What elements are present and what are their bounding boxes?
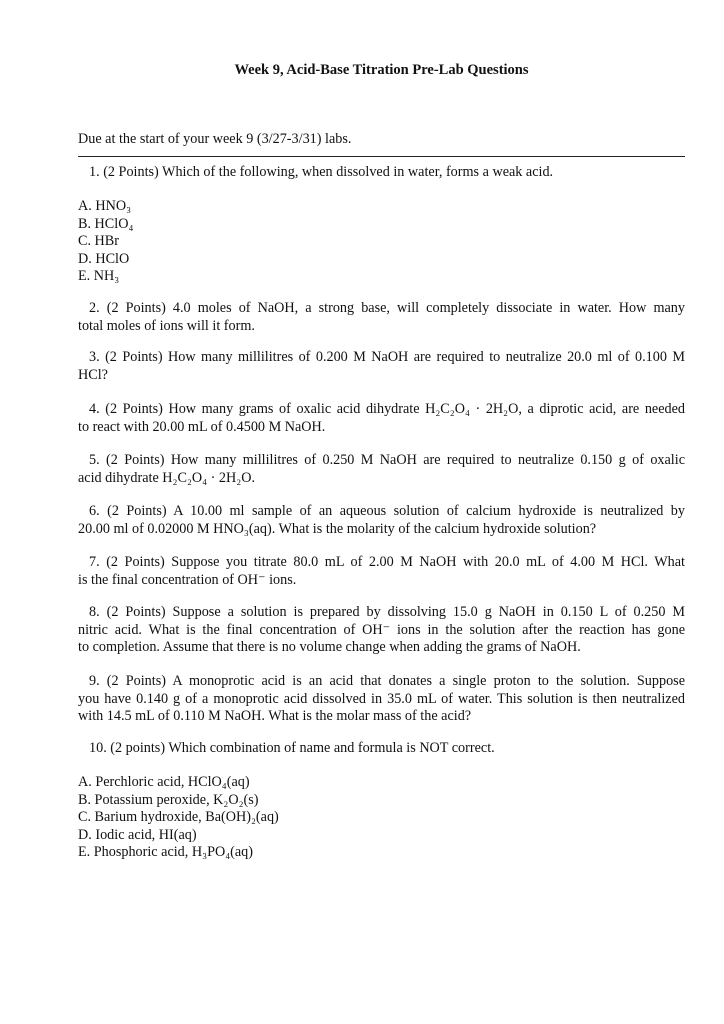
question-2 <box>78 300 685 335</box>
question-10 <box>78 740 685 758</box>
answer-option: D. HClO <box>78 250 130 267</box>
question-text-line: 5. (2 Points) How many millilitres of 0.250 M NaOH are required to neutralize 0.150 g of oxalic <box>89 452 685 468</box>
answer-option: B. Potassium peroxide, K₂O₂(s) <box>78 791 259 808</box>
answer-option: C. Barium hydroxide, Ba(OH)₂(aq) <box>78 809 279 825</box>
answer-option: C. HBr <box>78 233 119 249</box>
answer-options <box>78 198 133 286</box>
question-text-line: 2. (2 Points) 4.0 moles of NaOH, a strong base, will completely dissociate in water. How many <box>89 300 685 316</box>
question-text-line: 20.00 ml of 0.02000 M HNO₃(aq). What is the molarity of the calcium hydroxide solution? <box>78 520 597 537</box>
question-7 <box>78 554 685 589</box>
question-text-line: 6. (2 Points) A 10.00 ml sample of an aqueous solution of calcium hydroxide is neutralized by <box>89 503 685 519</box>
horizontal-rule <box>78 156 685 157</box>
question-9 <box>78 673 685 726</box>
answer-option: A. Perchloric acid, HClO₄(aq) <box>78 774 250 790</box>
answer-option: E. NH₃ <box>78 268 120 284</box>
question-text-line: you have 0.140 g of a monoprotic acid dissolved in 35.0 mL of water. This solution is then neutralized <box>78 690 685 707</box>
answer-options <box>78 774 279 862</box>
question-4 <box>78 401 685 436</box>
due-date-note: Due at the start of your week 9 (3/27-3/31) labs. <box>78 131 352 147</box>
question-1 <box>78 164 685 182</box>
question-text-line: 1. (2 Points) Which of the following, when dissolved in water, forms a weak acid. <box>89 164 554 180</box>
answer-option: E. Phosphoric acid, H₃PO₄(aq) <box>78 844 253 860</box>
answer-option: B. HClO₄ <box>78 215 134 232</box>
question-text-line: HCl? <box>78 366 108 383</box>
question-text-line: 9. (2 Points) A monoprotic acid is an acid that donates a single proton to the solution. Suppose <box>89 673 685 689</box>
answer-option: D. Iodic acid, HI(aq) <box>78 826 197 843</box>
question-text-line: with 14.5 mL of 0.110 M NaOH. What is the molar mass of the acid? <box>78 708 472 724</box>
question-text-line: 7. (2 Points) Suppose you titrate 80.0 mL of 2.00 M NaOH with 20.0 mL of 4.00 M HCl. What <box>89 554 685 570</box>
question-text-line: to react with 20.00 mL of 0.4500 M NaOH. <box>78 418 326 435</box>
question-text-line: to completion. Assume that there is no volume change when adding the grams of NaOH. <box>78 639 581 655</box>
question-text-line: 8. (2 Points) Suppose a solution is prepared by dissolving 15.0 g NaOH in 0.150 L of 0.250 M <box>89 604 685 620</box>
question-text-line: 3. (2 Points) How many millilitres of 0.200 M NaOH are required to neutralize 20.0 ml of 0.100 M <box>89 349 685 365</box>
question-text-line: acid dihydrate H₂C₂O₄ · 2H₂O. <box>78 469 255 486</box>
question-text-line: is the final concentration of OH⁻ ions. <box>78 571 297 588</box>
answer-option: A. HNO₃ <box>78 198 132 214</box>
question-text-line: nitric acid. What is the final concentration of OH⁻ ions in the solution after the reaction has gone <box>78 621 685 638</box>
question-6 <box>78 503 685 538</box>
question-8 <box>78 604 685 657</box>
page-title: Week 9, Acid-Base Titration Pre-Lab Questions <box>234 62 529 78</box>
question-5 <box>78 452 685 487</box>
question-3 <box>78 349 685 384</box>
question-text-line: 10. (2 points) Which combination of name and formula is NOT correct. <box>89 740 495 756</box>
question-text-line: total moles of ions will it form. <box>78 317 255 334</box>
question-text-line: 4. (2 Points) How many grams of oxalic acid dihydrate H₂C₂O₄ · 2H₂O, a diprotic acid, are needed <box>89 401 685 417</box>
